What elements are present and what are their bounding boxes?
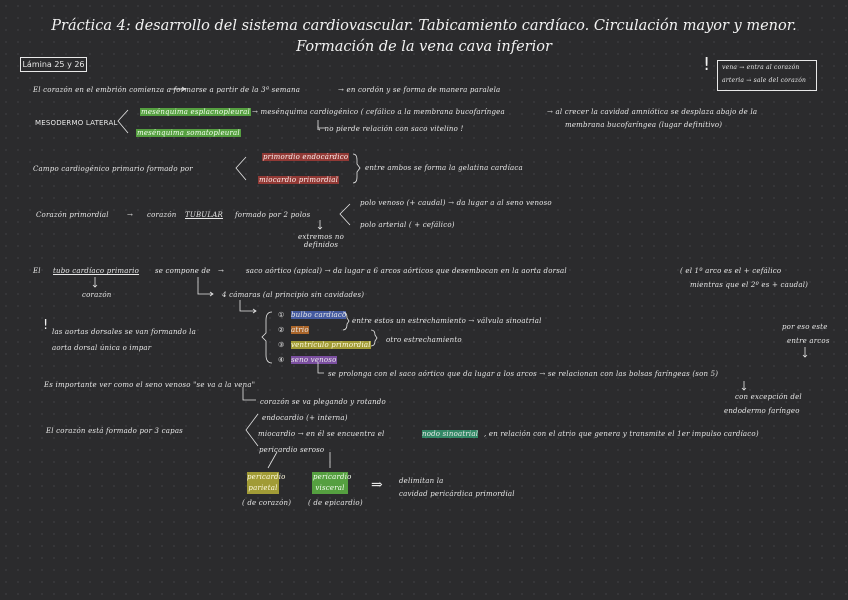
- r5-text-d: saco aórtico (apical) → da lugar a 6 arcos aórticos que desembocan en la aorta dorsal: [246, 267, 567, 275]
- r1-text-b-inner: en cordón y se forma de manera paralela: [346, 86, 501, 94]
- r8-text-i: ( de corazón): [242, 499, 292, 507]
- r4-brace: [340, 204, 350, 225]
- hl-mesenquima-esplacno: mesénquima esplacnopleural: [141, 108, 250, 116]
- r8-text-e: , en relación con el atrio que genera y transmite el 1er impulso cardíaco): [484, 430, 759, 438]
- r5-connector: [198, 277, 213, 296]
- mesodermo-lateral: MESODERMO LATERAL: [35, 119, 118, 127]
- r2-text-b-inner: al crecer la cavidad amniótica se desplaza abajo de la: [555, 108, 758, 116]
- r3-brace-right: [353, 154, 360, 183]
- r4-text-e: extremos no definidos: [298, 233, 344, 249]
- r6-note: las aortas dorsales se van formando la aorta dorsal única o impar: [52, 328, 196, 352]
- r6-side-arrow: [803, 347, 807, 357]
- r3-text-a: Campo cardiogénico primario formado por: [33, 165, 193, 173]
- r1-arrow: [170, 87, 185, 91]
- r6-text-b: otro estrechamiento: [386, 336, 462, 344]
- r5-text-f: mientras que el 2º es + caudal): [690, 281, 809, 289]
- exclamation-icon: !: [703, 54, 711, 75]
- r8-text-a: El corazón está formado por 3 capas: [46, 427, 183, 435]
- note-exclamation-icon: !: [43, 318, 49, 333]
- r6-down-arrow2: [742, 381, 746, 390]
- r8-text-b: endocardio (+ interna): [262, 414, 348, 422]
- r7-text-b: corazón se va plegando y rotando: [260, 398, 386, 406]
- legend-vena: vena → entra al corazón: [722, 64, 800, 71]
- r8-text-c: miocardio → en él se encuentra el: [258, 430, 385, 438]
- r1-text-b: → en cordón y se forma de manera paralela: [338, 86, 501, 94]
- r4-text-a: Corazón primordial: [36, 211, 109, 219]
- hl-primordio-endocardico: primordio endocárdico: [263, 153, 349, 161]
- page-title-line1: Práctica 4: desarrollo del sistema cardiovascular. Tabicamiento cardíaco. Circulación mayor y menor.: [51, 18, 797, 34]
- r6-text-d: con excepción del: [735, 393, 802, 401]
- r6-brace: [262, 312, 272, 363]
- r1-text-a: El corazón en el embrión comienza a formarse a partir de la 3ª semana: [33, 86, 301, 94]
- r5-arrow: →: [218, 267, 225, 275]
- r2-brace: [118, 110, 128, 133]
- r5-tubo: tubo cardíaco primario: [53, 267, 140, 275]
- r6-connector-c: [318, 362, 324, 373]
- r4-down-arrow: [318, 220, 322, 229]
- r2-text-c: membrana bucofaríngea (lugar definitivo): [565, 121, 723, 129]
- r2-text-d: ↳ no pierde relación con saco vitelino !: [316, 125, 464, 133]
- r8-pericardio-visceral: pericardio visceral: [313, 473, 352, 492]
- r6-item4: seno venoso: [291, 356, 337, 364]
- r4-text-b: corazón: [147, 211, 177, 219]
- r4-arrow: →: [127, 211, 134, 219]
- r4-text-g: polo arterial ( + cefálico): [360, 221, 455, 229]
- r6-num4: ④: [278, 356, 285, 364]
- lamina-label: Lámina 25 y 26: [20, 57, 87, 72]
- r6-item2: atrio: [291, 326, 309, 334]
- r6-num3: ③: [278, 341, 285, 349]
- r5-text-e: ( el 1º arco es el + cefálico: [680, 267, 782, 275]
- hl-miocardio-primordial: miocardio primordial: [259, 176, 339, 184]
- r8-implies-icon: ⇒: [371, 477, 383, 493]
- r6-connector: [240, 300, 256, 313]
- r4-tubular: TUBULAR: [185, 211, 223, 219]
- r6-num2: ②: [278, 326, 285, 334]
- r6-num1: ①: [278, 311, 285, 319]
- r4-text-d: formado por 2 polos: [235, 211, 311, 219]
- r8-text-l: cavidad pericárdica primordial: [399, 490, 515, 498]
- r6-brace-a: [343, 312, 349, 330]
- r8-brace: [246, 414, 258, 446]
- r8-text-k: delimitan la: [399, 477, 444, 485]
- r6-item3: ventrículo primordial: [291, 341, 371, 349]
- hl-mesenquima-somato: mesénquima somatopleural: [137, 129, 240, 137]
- r2-connector: [318, 120, 325, 128]
- r5-text-c: se compone de: [155, 267, 211, 275]
- r3-brace-left: [236, 157, 246, 180]
- r7-connector: [243, 387, 256, 400]
- r8-branches: [268, 452, 330, 468]
- r3-text-b: entre ambos se forma la gelatina cardíaca: [365, 164, 523, 172]
- r6-side1: por eso este: [782, 323, 828, 331]
- r7-text-a: Es importante ver como el seno venoso "se va a la vena": [44, 381, 256, 389]
- r5-text-a: El: [33, 267, 41, 275]
- r8-nodo: nodo sinoatrial: [422, 430, 479, 438]
- r6-side2: entre arcos: [787, 337, 830, 345]
- r2-text-a: → mesénquima cardiogénico ( cefálico a la membrana bucofaríngea: [252, 108, 505, 116]
- r6-item1: bulbo cardíaco: [291, 311, 347, 319]
- legend-arteria: arteria → sale del corazón: [722, 77, 807, 84]
- r6-text-c: se prolonga con el saco aórtico que da lugar a los arcos → se relacionan con las bolsas faríngeas (son 5): [328, 370, 719, 378]
- r8-pericardio-parietal: pericardio parietal: [247, 473, 286, 492]
- r4-text-f: polo venoso (+ caudal) → da lugar a al seno venoso: [360, 199, 552, 207]
- r5-text-h: 4 cámaras (al principio sin cavidades): [222, 291, 365, 299]
- r5-down-arrow: [93, 277, 97, 287]
- r5-text-g: corazón: [82, 291, 112, 299]
- r2-text-a-inner: mesénquima cardiogénico ( cefálico a la membrana bucofaríngea: [260, 108, 505, 116]
- r2-text-b: → al crecer la cavidad amniótica se desplaza abajo de la: [547, 108, 758, 116]
- r2-text-d-inner: no pierde relación con saco vitelino !: [324, 125, 464, 133]
- r6-brace-b: [371, 330, 377, 346]
- r6-text-e: endodermo faríngeo: [724, 407, 800, 415]
- page-title-line2: Formación de la vena cava inferior: [296, 39, 552, 55]
- r6-text-a: entre estos un estrechamiento → válvula sinoatrial: [352, 317, 542, 325]
- r8-text-j: ( de epicardio): [308, 499, 363, 507]
- r8-text-f: pericardio seroso: [259, 446, 325, 454]
